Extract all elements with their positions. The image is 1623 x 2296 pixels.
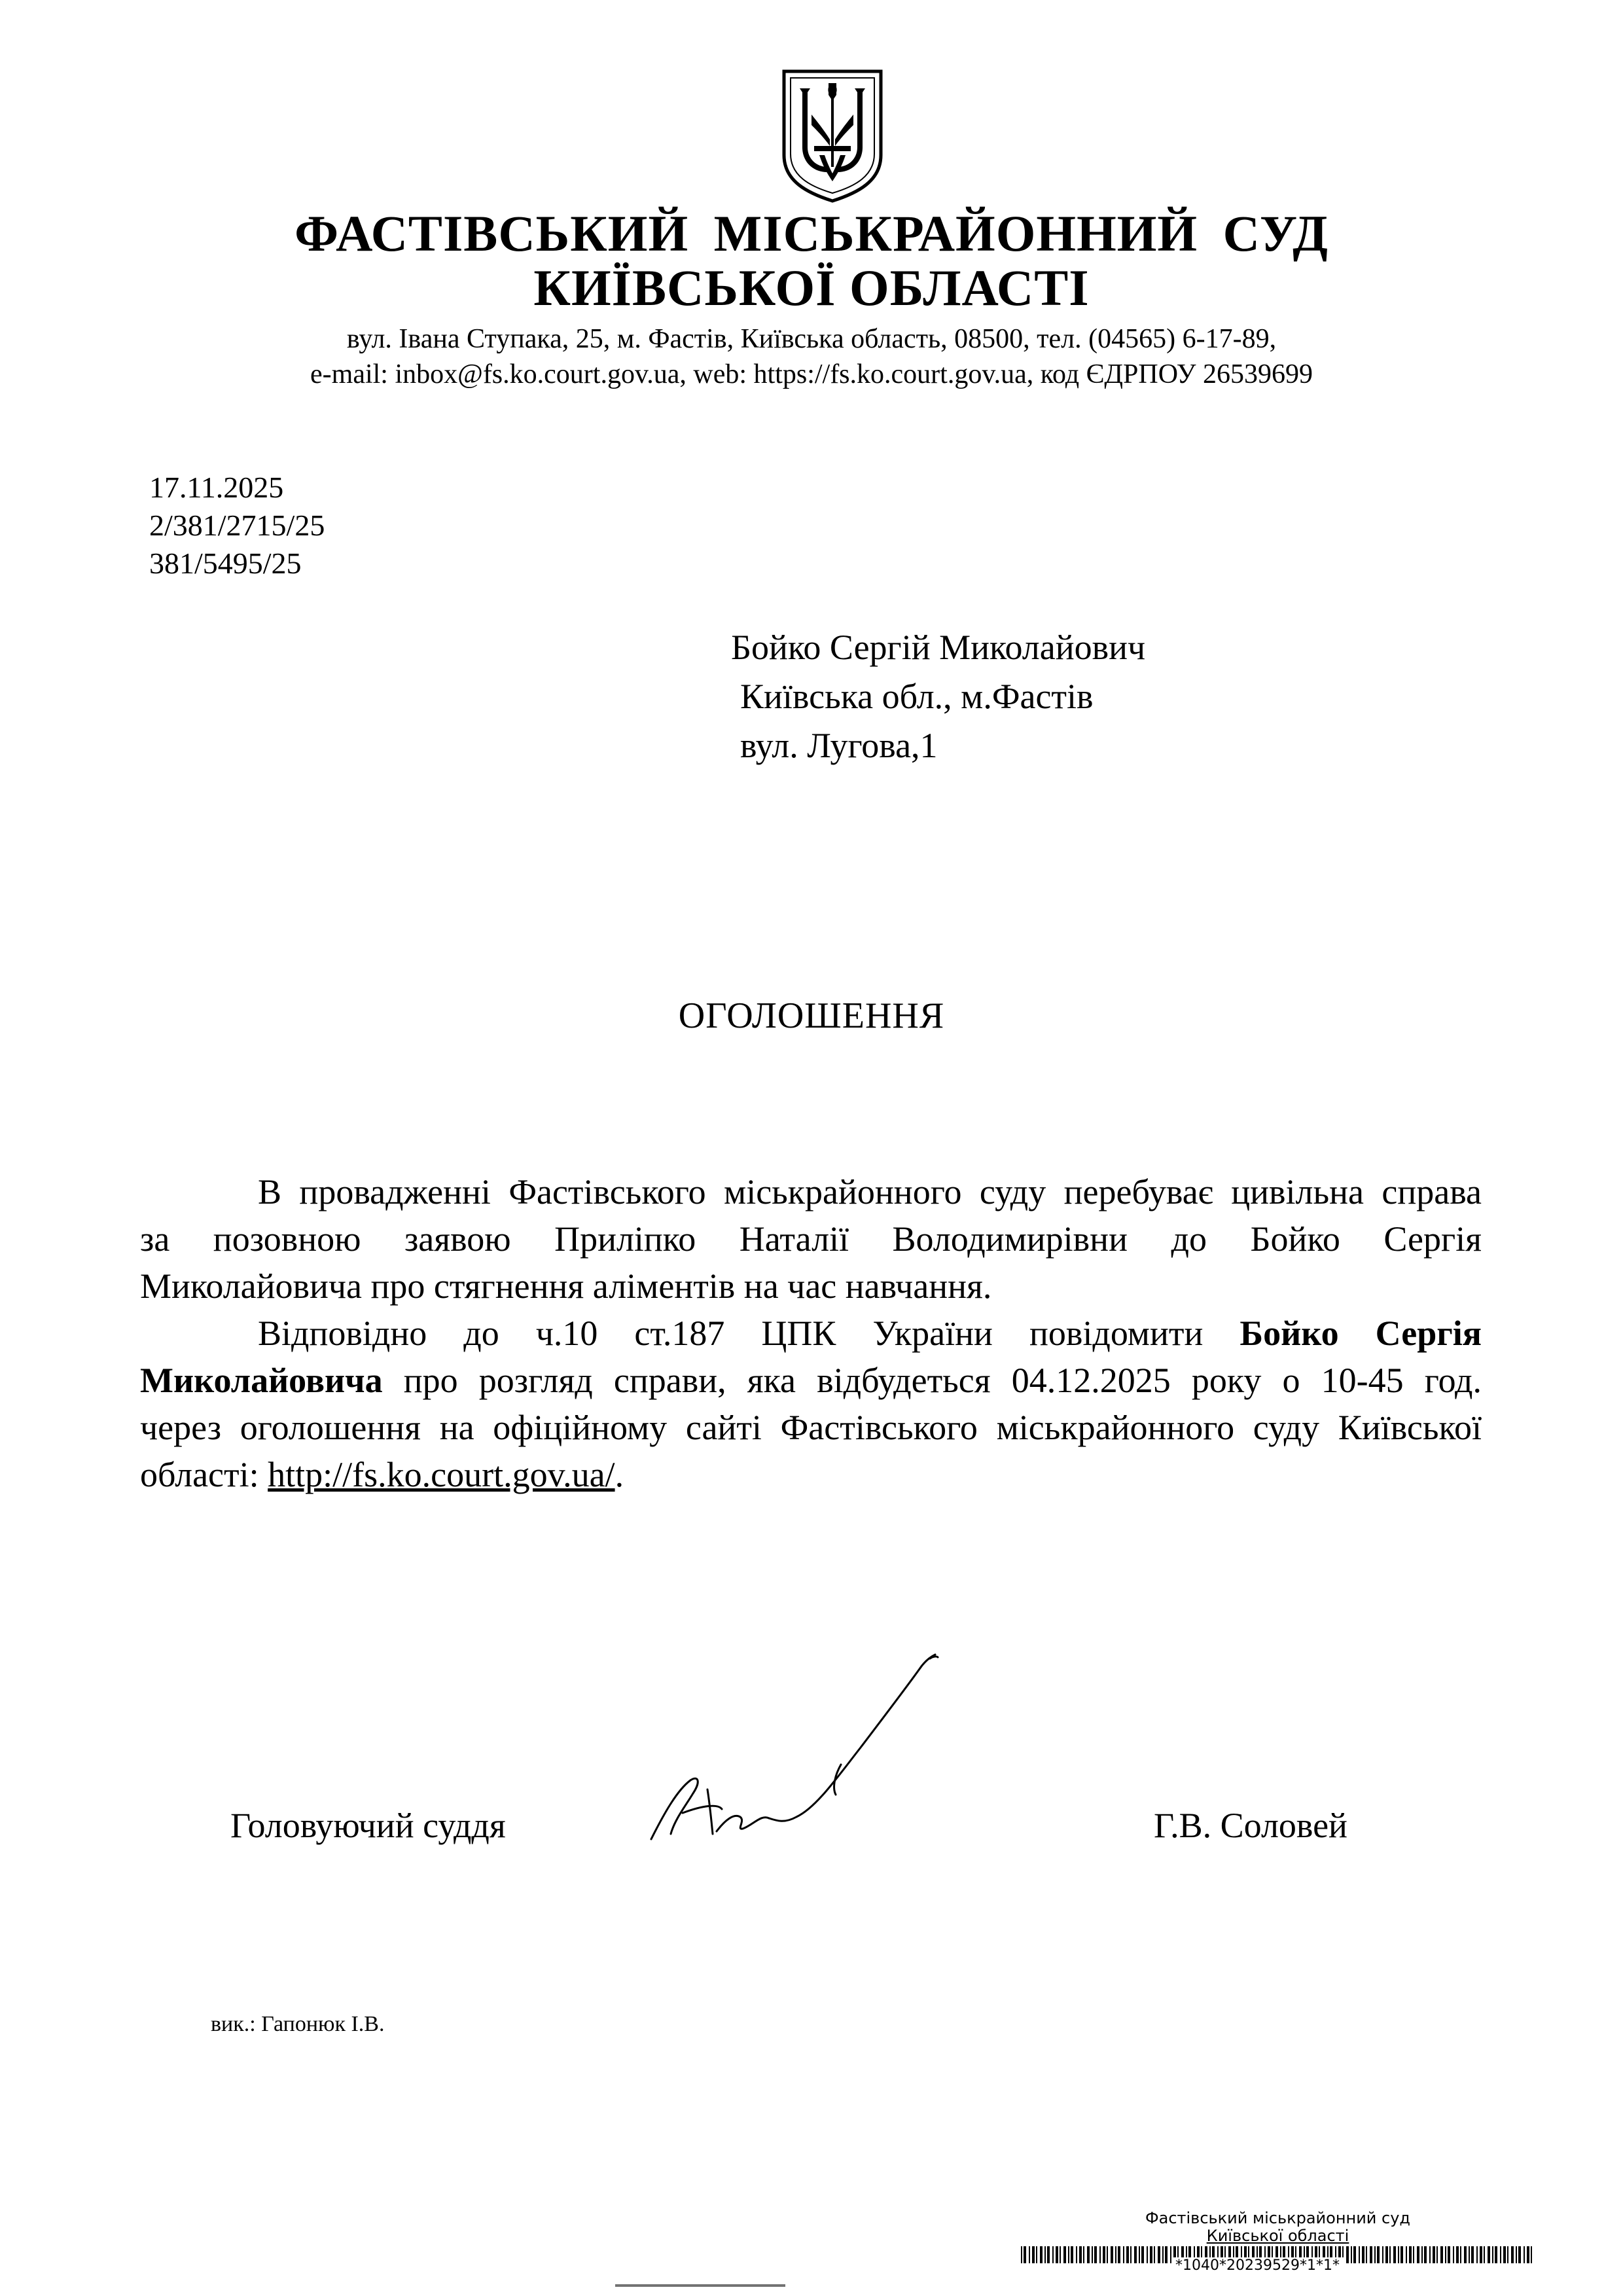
barcode-number: *1040*20239529*1*1* <box>1171 2257 1344 2274</box>
court-name-line-1: ФАСТІВСЬКИЙ МІСЬКРАЙОННИЙ СУД <box>294 205 1329 262</box>
barcode-bar <box>1024 2246 1026 2263</box>
barcode-bar <box>1076 2246 1077 2263</box>
court-address-line-1: вул. Івана Ступака, 25, м. Фастів, Київська область, 08500, тел. (04565) 6-17-89, <box>346 324 1277 354</box>
barcode-bar <box>1111 2246 1113 2263</box>
barcode-bar <box>1377 2246 1380 2263</box>
court-name-line-2: КИЇВСЬКОЇ ОБЛАСТІ <box>533 259 1090 316</box>
barcode-bar <box>1060 2246 1061 2263</box>
barcode-bar <box>1495 2246 1497 2263</box>
body-line: В провадженні Фастівського міськрайонного суду перебуває цивільна справа <box>258 1172 1482 1211</box>
barcode-bar <box>1147 2246 1148 2263</box>
notice-title: ОГОЛОШЕННЯ <box>678 996 945 1036</box>
barcode-bar <box>1087 2246 1090 2263</box>
barcode-bar <box>1370 2246 1372 2263</box>
barcode-bar <box>1032 2246 1035 2263</box>
notice-body <box>140 1168 1482 1498</box>
barcode-bar <box>1366 2246 1367 2263</box>
judge-name: Г.В. Соловей <box>1154 1806 1347 1845</box>
barcode-bar <box>1103 2246 1105 2263</box>
barcode-bar <box>1029 2246 1030 2263</box>
reference-date: 17.11.2025 <box>149 471 284 504</box>
barcode-bar <box>1440 2246 1443 2263</box>
barcode-bar <box>1056 2246 1058 2263</box>
body-line: за позовною заявою Приліпко Наталії Володимирівни до Бойко Сергія <box>140 1219 1482 1259</box>
body-line: через оголошення на офіційному сайті Фастівського міськрайонного суду Київської <box>140 1408 1482 1447</box>
reference-number-2: 381/5495/25 <box>149 547 302 580</box>
barcode-bar <box>1139 2246 1140 2263</box>
barcode-bar <box>1359 2246 1360 2263</box>
barcode-bar <box>1518 2246 1521 2263</box>
barcode-bar <box>1123 2246 1124 2263</box>
barcode-bar <box>1393 2246 1396 2263</box>
barcode-bar <box>1445 2246 1446 2263</box>
reference-number-1: 2/381/2715/25 <box>149 509 325 542</box>
barcode-bar <box>1429 2246 1431 2263</box>
barcode-bar <box>1424 2246 1427 2263</box>
barcode-bar <box>1436 2246 1438 2263</box>
barcode-bar <box>1083 2246 1084 2263</box>
judge-signature <box>645 1649 985 1846</box>
barcode-block <box>1021 2209 1535 2274</box>
barcode-bar <box>1503 2246 1506 2263</box>
barcode-bar <box>1527 2246 1529 2263</box>
barcode-bar <box>1036 2246 1037 2263</box>
barcode-bar <box>1362 2246 1364 2263</box>
barcode-bar <box>1389 2246 1391 2263</box>
barcode-bar <box>1448 2246 1450 2263</box>
barcode-bar <box>1021 2246 1022 2263</box>
barcode-bar <box>1374 2246 1376 2263</box>
barcode-bar <box>1484 2246 1485 2263</box>
barcode-bar <box>1092 2246 1093 2263</box>
body-text: Відповідно до ч.10 ст.187 ЦПК України повідомити <box>258 1314 1204 1353</box>
body-text: області: <box>140 1455 259 1494</box>
body-line <box>140 1357 1482 1404</box>
barcode-bar <box>1421 2246 1423 2263</box>
barcode-bar <box>1165 2246 1168 2263</box>
barcode-bar <box>1044 2246 1046 2263</box>
barcode-bar <box>1471 2246 1474 2263</box>
barcode-bar <box>1134 2246 1137 2263</box>
barcode-court-line-2: Київської області <box>1206 2227 1349 2245</box>
court-website-link[interactable]: http://fs.ko.court.gov.ua/ <box>268 1455 615 1494</box>
defendant-name-bold: Миколайовича <box>140 1361 383 1400</box>
coat-of-arms-icon <box>780 69 885 203</box>
barcode-bar <box>1107 2246 1108 2263</box>
barcode-bar <box>1417 2246 1419 2263</box>
executor-note: вик.: Гапонюк І.В. <box>211 2012 385 2036</box>
barcode-bar <box>1063 2246 1066 2263</box>
barcode-bar <box>1094 2246 1097 2263</box>
barcode-bar <box>1158 2246 1160 2263</box>
barcode-bar <box>1524 2246 1525 2263</box>
barcode-bar <box>1464 2246 1467 2263</box>
body-line <box>140 1451 1482 1498</box>
barcode-bar <box>1511 2246 1514 2263</box>
recipient-region: Київська обл., м.Фастів <box>740 677 1094 716</box>
barcode-bar <box>1115 2246 1116 2263</box>
barcode-bar <box>1500 2246 1501 2263</box>
barcode-bar <box>1126 2246 1129 2263</box>
barcode-bar <box>1476 2246 1478 2263</box>
barcode-bar <box>1531 2246 1532 2263</box>
judge-position: Головуючий суддя <box>230 1806 506 1845</box>
barcode-bar <box>1150 2246 1152 2263</box>
barcode-bar <box>1141 2246 1144 2263</box>
barcode-bar <box>1460 2246 1461 2263</box>
barcode-bar <box>1353 2246 1356 2263</box>
barcode-bar <box>1118 2246 1120 2263</box>
barcode-court-line-1: Фастівський міськрайонний суд <box>1145 2209 1411 2227</box>
recipient-name: Бойко Сергій Миколайович <box>731 628 1146 667</box>
barcode-bar <box>1130 2246 1132 2263</box>
barcode-bar <box>1453 2246 1454 2263</box>
barcode-bar <box>1068 2246 1069 2263</box>
body-line: Миколайовича про стягнення аліментів на час навчання. <box>140 1266 992 1306</box>
barcode-bar <box>1382 2246 1383 2263</box>
barcode-bar <box>1099 2246 1101 2263</box>
barcode-bar <box>1433 2246 1435 2263</box>
barcode-bar <box>1351 2246 1352 2263</box>
defendant-name-bold: Бойко Сергія <box>1240 1314 1482 1353</box>
barcode-bar <box>1052 2246 1054 2263</box>
barcode-bar <box>1400 2246 1403 2263</box>
barcode-bar <box>1492 2246 1493 2263</box>
body-text: . <box>615 1455 624 1494</box>
barcode-bar <box>1398 2246 1399 2263</box>
body-line <box>140 1310 1482 1357</box>
barcode-bar <box>1071 2246 1073 2263</box>
barcode-bar <box>1406 2246 1407 2263</box>
barcode-bar <box>1409 2246 1412 2263</box>
barcode-bar <box>1469 2246 1470 2263</box>
barcode-bar <box>1488 2246 1490 2263</box>
barcode-bar <box>1456 2246 1459 2263</box>
barcode-bar <box>1413 2246 1414 2263</box>
recipient-street: вул. Лугова,1 <box>740 726 938 765</box>
barcode-bar <box>1040 2246 1043 2263</box>
barcode-bar <box>1516 2246 1517 2263</box>
barcode-bar <box>1480 2246 1482 2263</box>
body-text: про розгляд справи, яка відбудеться 04.12.2025 року о 10-45 год. <box>403 1361 1482 1400</box>
barcode-bar <box>1079 2246 1082 2263</box>
court-address-line-2: e-mail: inbox@fs.ko.court.gov.ua, web: https://fs.ko.court.gov.ua, код ЄДРПОУ 26539699 <box>310 359 1313 389</box>
barcode-bar <box>1162 2246 1164 2263</box>
scan-artifact-line <box>615 2284 785 2287</box>
barcode-bar <box>1047 2246 1050 2263</box>
barcode-bar <box>1507 2246 1508 2263</box>
barcode-bar <box>1385 2246 1388 2263</box>
barcode-bar <box>1154 2246 1155 2263</box>
barcode-bar <box>1346 2246 1349 2263</box>
